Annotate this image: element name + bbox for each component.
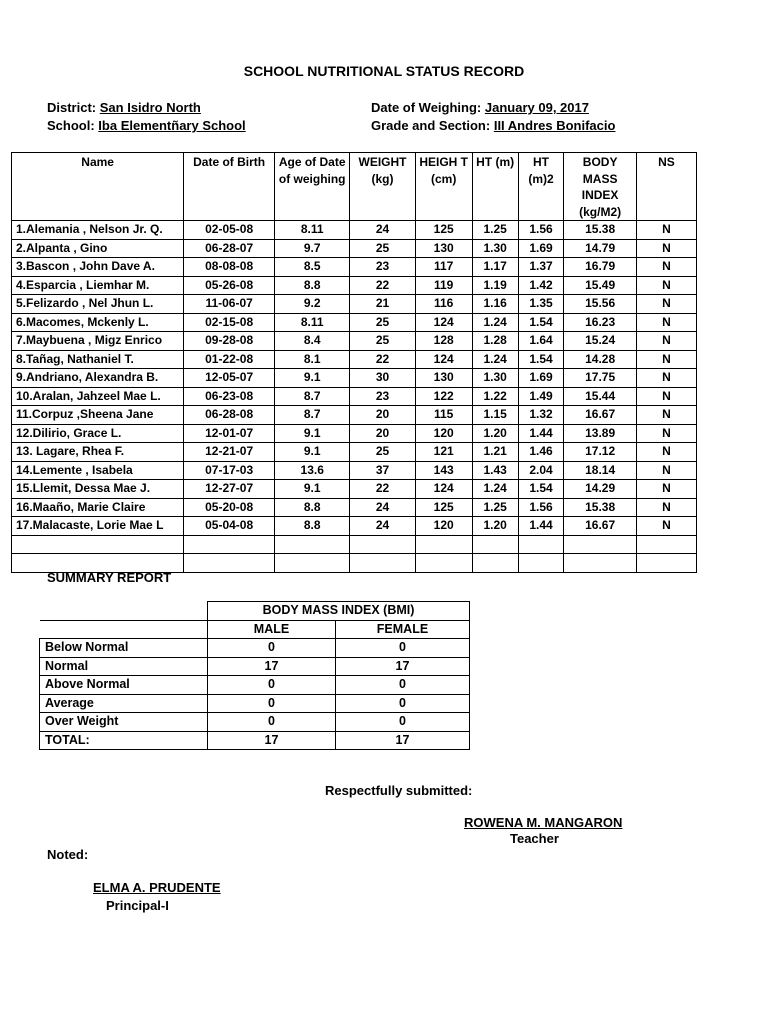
principal-name: ELMA A. PRUDENTE [93,880,221,895]
table-cell [274,535,349,554]
summary-female-value: 17 [336,657,470,676]
pupil-name-cell: 8.Tañag, Nathaniel T. [12,350,184,369]
bmi-group-header: BODY MASS INDEX (BMI) [208,602,470,621]
table-cell: 1.44 [518,517,564,536]
submitted-label: Respectfully submitted: [325,783,473,798]
table-cell: 07-17-03 [184,461,275,480]
table-cell: 25 [350,313,415,332]
table-cell: N [636,461,696,480]
table-cell: 17.75 [564,369,636,388]
table-cell: 25 [350,332,415,351]
table-cell: 15.44 [564,387,636,406]
table-cell: 20 [350,424,415,443]
grade-label: Grade and Section: [371,118,491,133]
table-cell: 02-15-08 [184,313,275,332]
table-cell: 120 [415,517,472,536]
table-cell: 1.20 [472,517,518,536]
table-cell: N [636,443,696,462]
table-cell: 25 [350,443,415,462]
table-cell: 12-01-07 [184,424,275,443]
table-cell: 8.7 [274,387,349,406]
table-row [12,369,697,388]
table-cell: N [636,424,696,443]
female-header: FEMALE [336,620,470,639]
summary-female-value: 0 [336,676,470,695]
summary-category: Below Normal [40,639,208,658]
table-cell [350,535,415,554]
grade-value: III Andres Bonifacio [493,118,616,133]
table-cell [518,554,564,573]
table-cell: 16.79 [564,258,636,277]
table-row [12,239,697,258]
summary-female-value: 0 [336,694,470,713]
table-cell: 1.22 [472,387,518,406]
table-cell: 8.8 [274,276,349,295]
table-body [12,221,697,573]
table-cell: 08-08-08 [184,258,275,277]
date-line [371,100,589,115]
table-cell: 1.19 [472,276,518,295]
table-cell: 1.42 [518,276,564,295]
table-cell: 1.44 [518,424,564,443]
table-cell: 1.37 [518,258,564,277]
summary-male-value: 0 [208,639,336,658]
table-cell [184,554,275,573]
table-row [12,350,697,369]
table-row [12,406,697,425]
table-row [12,313,697,332]
table-cell: 122 [415,387,472,406]
summary-group-row [40,602,470,621]
table-cell [184,535,275,554]
table-cell: 2.04 [518,461,564,480]
table-cell: 125 [415,221,472,240]
table-cell: 22 [350,480,415,499]
pupil-name-cell: 2.Alpanta , Gino [12,239,184,258]
table-cell: 1.24 [472,480,518,499]
noted-label: Noted: [47,847,89,862]
table-cell: 9.1 [274,480,349,499]
summary-col-row [40,620,470,639]
table-cell: 8.5 [274,258,349,277]
column-header: WEIGHT (kg) [350,153,415,221]
table-cell: 02-05-08 [184,221,275,240]
summary-male-value: 17 [208,657,336,676]
table-cell: 11-06-07 [184,295,275,314]
table-cell [564,535,636,554]
table-row [12,295,697,314]
table-cell: 1.15 [472,406,518,425]
summary-category: Over Weight [40,713,208,732]
column-header: NS [636,153,696,221]
table-cell: 22 [350,350,415,369]
column-header: Date of Birth [184,153,275,221]
table-cell: 1.30 [472,239,518,258]
pupil-name-cell: 3.Bascon , John Dave A. [12,258,184,277]
table-cell: 124 [415,313,472,332]
table-cell: N [636,517,696,536]
table-row [12,535,697,554]
table-cell: 1.46 [518,443,564,462]
table-cell: 1.54 [518,480,564,499]
table-cell: 1.21 [472,443,518,462]
table-cell [350,554,415,573]
table-cell: 130 [415,239,472,258]
table-cell: 13.89 [564,424,636,443]
summary-category: TOTAL: [40,731,208,750]
pupil-name-cell: 14.Lemente , Isabela [12,461,184,480]
principal-title: Principal-I [106,898,169,913]
table-cell: 8.11 [274,313,349,332]
table-cell: 1.16 [472,295,518,314]
teacher-title: Teacher [510,831,559,846]
table-cell [415,554,472,573]
male-header: MALE [208,620,336,639]
table-row [12,258,697,277]
date-value: January 09, 2017 [484,100,589,115]
table-cell: 14.28 [564,350,636,369]
table-cell: 143 [415,461,472,480]
pupil-name-cell: 1.Alemania , Nelson Jr. Q. [12,221,184,240]
table-cell: 24 [350,221,415,240]
summary-row [40,731,470,750]
summary-category: Average [40,694,208,713]
table-cell: 1.54 [518,350,564,369]
table-cell: 128 [415,332,472,351]
table-row [12,387,697,406]
table-cell: 05-20-08 [184,498,275,517]
table-cell: N [636,350,696,369]
table-cell: 9.1 [274,369,349,388]
table-cell: 125 [415,498,472,517]
table-cell: 9.7 [274,239,349,258]
summary-category: Above Normal [40,676,208,695]
grade-line [371,118,615,133]
table-cell: 1.17 [472,258,518,277]
table-row [12,424,697,443]
table-cell: 17.12 [564,443,636,462]
table-cell: 1.69 [518,239,564,258]
table-cell: 121 [415,443,472,462]
table-row [12,332,697,351]
pupil-name-cell: 10.Aralan, Jahzeel Mae L. [12,387,184,406]
table-cell: 24 [350,517,415,536]
summary-table [39,601,470,750]
pupil-name-cell: 17.Malacaste, Lorie Mae L [12,517,184,536]
summary-row [40,713,470,732]
table-cell: 30 [350,369,415,388]
summary-body [40,639,470,750]
table-cell: 15.56 [564,295,636,314]
table-cell: 1.35 [518,295,564,314]
summary-corner-2 [40,620,208,639]
table-cell: 1.25 [472,221,518,240]
school-value: Iba Elementñary School [98,118,246,133]
table-cell [636,535,696,554]
table-cell: 14.29 [564,480,636,499]
table-cell: 1.28 [472,332,518,351]
table-cell: 06-28-07 [184,239,275,258]
summary-male-value: 0 [208,713,336,732]
table-cell: 9.2 [274,295,349,314]
table-row [12,221,697,240]
table-cell: 1.20 [472,424,518,443]
table-cell: 16.23 [564,313,636,332]
table-cell: 16.67 [564,517,636,536]
table-cell: 119 [415,276,472,295]
column-header: Age of Date of weighing [274,153,349,221]
table-cell: 25 [350,239,415,258]
table-cell: 1.54 [518,313,564,332]
table-cell: 23 [350,258,415,277]
summary-title: SUMMARY REPORT [47,570,172,585]
table-row [12,498,697,517]
table-cell: 12-21-07 [184,443,275,462]
table-cell: 37 [350,461,415,480]
column-header: HT (m)2 [518,153,564,221]
table-cell: 15.38 [564,221,636,240]
table-cell: 12-27-07 [184,480,275,499]
table-row [12,443,697,462]
table-cell: 06-28-08 [184,406,275,425]
summary-male-value: 0 [208,694,336,713]
summary-category: Normal [40,657,208,676]
page-title: SCHOOL NUTRITIONAL STATUS RECORD [243,63,525,79]
column-header: BODY MASS INDEX (kg/M2) [564,153,636,221]
table-cell: N [636,387,696,406]
column-header: HEIGH T (cm) [415,153,472,221]
table-cell: 124 [415,480,472,499]
table-cell [415,535,472,554]
table-cell: N [636,480,696,499]
table-cell: 01-22-08 [184,350,275,369]
summary-row [40,657,470,676]
pupil-name-cell: 12.Dilirio, Grace L. [12,424,184,443]
table-cell: 9.1 [274,424,349,443]
table-cell [472,554,518,573]
table-cell: 8.11 [274,221,349,240]
summary-female-value: 0 [336,639,470,658]
teacher-name: ROWENA M. MANGARON [464,815,623,830]
table-cell [636,554,696,573]
table-cell: N [636,221,696,240]
table-cell: 18.14 [564,461,636,480]
pupil-name-cell: 9.Andriano, Alexandra B. [12,369,184,388]
table-cell: 20 [350,406,415,425]
table-cell: 05-26-08 [184,276,275,295]
summary-row [40,694,470,713]
district-value: San Isidro North [99,100,201,115]
date-label: Date of Weighing: [371,100,482,115]
table-cell: 116 [415,295,472,314]
pupil-name-cell: 15.Llemit, Dessa Mae J. [12,480,184,499]
pupil-name-cell: 7.Maybuena , Migz Enrico [12,332,184,351]
table-cell: 1.30 [472,369,518,388]
table-cell: 124 [415,350,472,369]
table-cell: 22 [350,276,415,295]
table-cell: 12-05-07 [184,369,275,388]
summary-female-value: 0 [336,713,470,732]
table-row [12,517,697,536]
column-header: Name [12,153,184,221]
table-cell: 09-28-08 [184,332,275,351]
district-label: District: [47,100,97,115]
table-cell: N [636,276,696,295]
table-cell: 1.25 [472,498,518,517]
table-cell [518,535,564,554]
table-cell: 130 [415,369,472,388]
nutrition-table [11,152,697,573]
table-cell: 9.1 [274,443,349,462]
summary-row [40,639,470,658]
table-cell: 06-23-08 [184,387,275,406]
school-line [47,118,280,133]
column-header: HT (m) [472,153,518,221]
pupil-name-cell: 5.Felizardo , Nel Jhun L. [12,295,184,314]
table-cell: 1.49 [518,387,564,406]
school-label: School: [47,118,95,133]
table-cell: 120 [415,424,472,443]
table-cell: 1.69 [518,369,564,388]
district-line [47,100,201,115]
pupil-name-cell: 11.Corpuz ,Sheena Jane [12,406,184,425]
summary-corner [40,602,208,621]
table-row [12,461,697,480]
table-row [12,276,697,295]
summary-row [40,676,470,695]
table-cell: 15.24 [564,332,636,351]
table-cell: 117 [415,258,472,277]
table-cell: 1.24 [472,313,518,332]
table-cell: N [636,332,696,351]
table-cell: 21 [350,295,415,314]
table-cell [564,554,636,573]
table-cell: 8.1 [274,350,349,369]
table-cell: 14.79 [564,239,636,258]
table-cell: 115 [415,406,472,425]
table-cell: N [636,406,696,425]
pupil-name-cell: 6.Macomes, Mckenly L. [12,313,184,332]
pupil-name-cell: 4.Esparcia , Liemhar M. [12,276,184,295]
table-cell: 1.64 [518,332,564,351]
table-cell: 24 [350,498,415,517]
table-cell: 05-04-08 [184,517,275,536]
table-cell: 1.24 [472,350,518,369]
table-row [12,480,697,499]
summary-male-value: 0 [208,676,336,695]
table-cell: N [636,313,696,332]
table-cell: 15.49 [564,276,636,295]
table-cell: N [636,239,696,258]
table-cell: 8.7 [274,406,349,425]
table-cell: 1.56 [518,498,564,517]
table-cell: N [636,258,696,277]
summary-female-value: 17 [336,731,470,750]
pupil-name-cell: 16.Maaño, Marie Claire [12,498,184,517]
table-cell: 8.4 [274,332,349,351]
table-cell: 23 [350,387,415,406]
table-cell [472,535,518,554]
table-cell: 1.32 [518,406,564,425]
pupil-name-cell: 13. Lagare, Rhea F. [12,443,184,462]
table-cell: 16.67 [564,406,636,425]
table-cell: N [636,295,696,314]
table-cell: 8.8 [274,498,349,517]
table-cell [274,554,349,573]
table-cell: N [636,369,696,388]
table-cell: 15.38 [564,498,636,517]
summary-male-value: 17 [208,731,336,750]
table-cell: 1.43 [472,461,518,480]
table-cell: N [636,498,696,517]
table-header-row [12,153,697,221]
table-cell: 13.6 [274,461,349,480]
pupil-name-cell [12,535,184,554]
table-cell: 8.8 [274,517,349,536]
table-cell: 1.56 [518,221,564,240]
